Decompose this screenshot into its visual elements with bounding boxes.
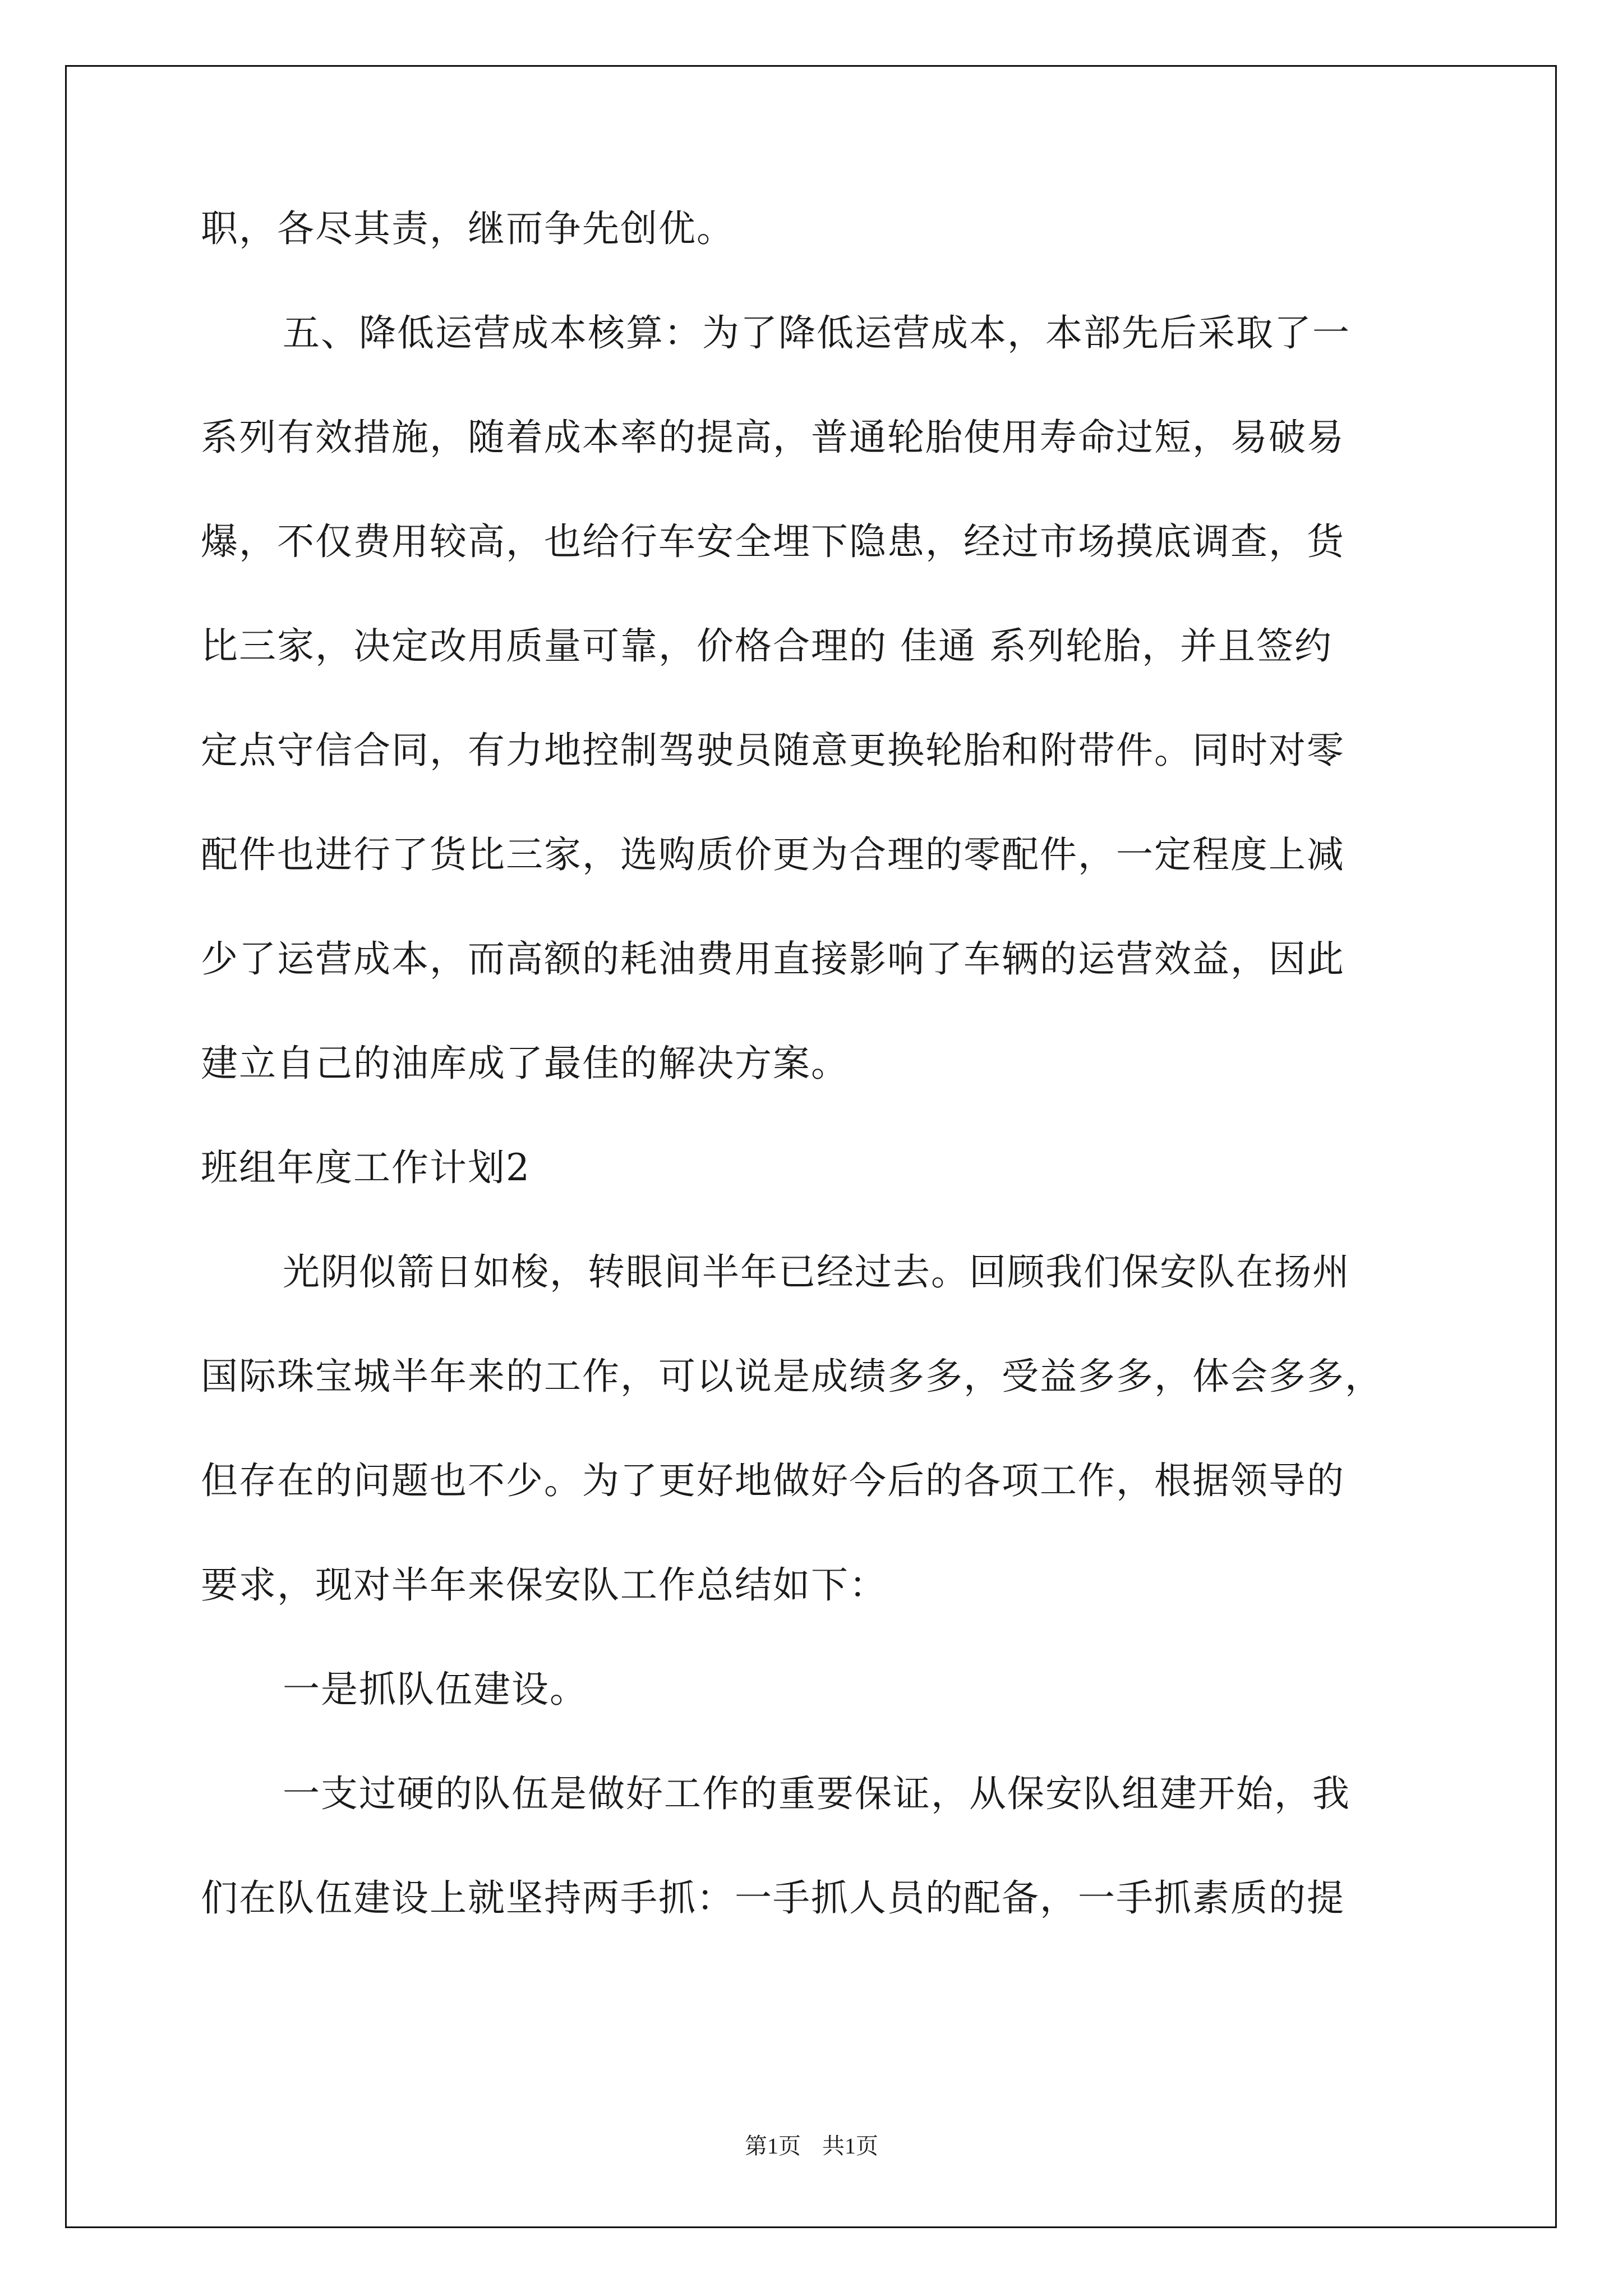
text-line: 定点守信合同，有力地控制驾驶员随意更换轮胎和附带件。同时对零: [201, 729, 1345, 772]
section-heading-line: 五、降低运营成本核算：为了降低运营成本，本部先后采取了一: [283, 311, 1350, 355]
text-line: 但存在的问题也不少。为了更好地做好今后的各项工作，根据领导的: [201, 1459, 1345, 1502]
text-line: 一支过硬的队伍是做好工作的重要保证，从保安队组建开始，我: [283, 1772, 1350, 1815]
total-pages: 共1页: [822, 2133, 878, 2159]
text-line: 国际珠宝城半年来的工作，可以说是成绩多多，受益多多，体会多多，: [201, 1355, 1383, 1398]
page-number: 第1页: [745, 2133, 801, 2159]
text-line: 光阴似箭日如梭，转眼间半年已经过去。回顾我们保安队在扬州: [283, 1250, 1350, 1294]
text-line: 建立自己的油库成了最佳的解决方案。: [201, 1042, 849, 1085]
text-line: 职，各尽其责，继而争先创优。: [201, 207, 735, 250]
text-line: 少了运营成本，而高额的耗油费用直接影响了车辆的运营效益，因此: [201, 937, 1345, 981]
text-line: 配件也进行了货比三家，选购质价更为合理的零配件，一定程度上减: [201, 833, 1345, 876]
document-title: 班组年度工作计划2: [201, 1146, 531, 1189]
text-line: 比三家，决定改用质量可靠，价格合理的 佳通 系列轮胎，并且签约: [201, 624, 1332, 668]
text-line: 系列有效措施，随着成本率的提高，普通轮胎使用寿命过短，易破易: [201, 416, 1345, 459]
text-line: 要求，现对半年来保安队工作总结如下：: [201, 1563, 887, 1607]
text-line: 们在队伍建设上就坚持两手抓：一手抓人员的配备，一手抓素质的提: [201, 1876, 1345, 1920]
page-footer: [0, 2132, 1623, 2160]
text-line: 爆，不仅费用较高，也给行车安全埋下隐患，经过市场摸底调查，货: [201, 520, 1345, 563]
section-heading-line: 一是抓队伍建设。: [283, 1668, 588, 1711]
